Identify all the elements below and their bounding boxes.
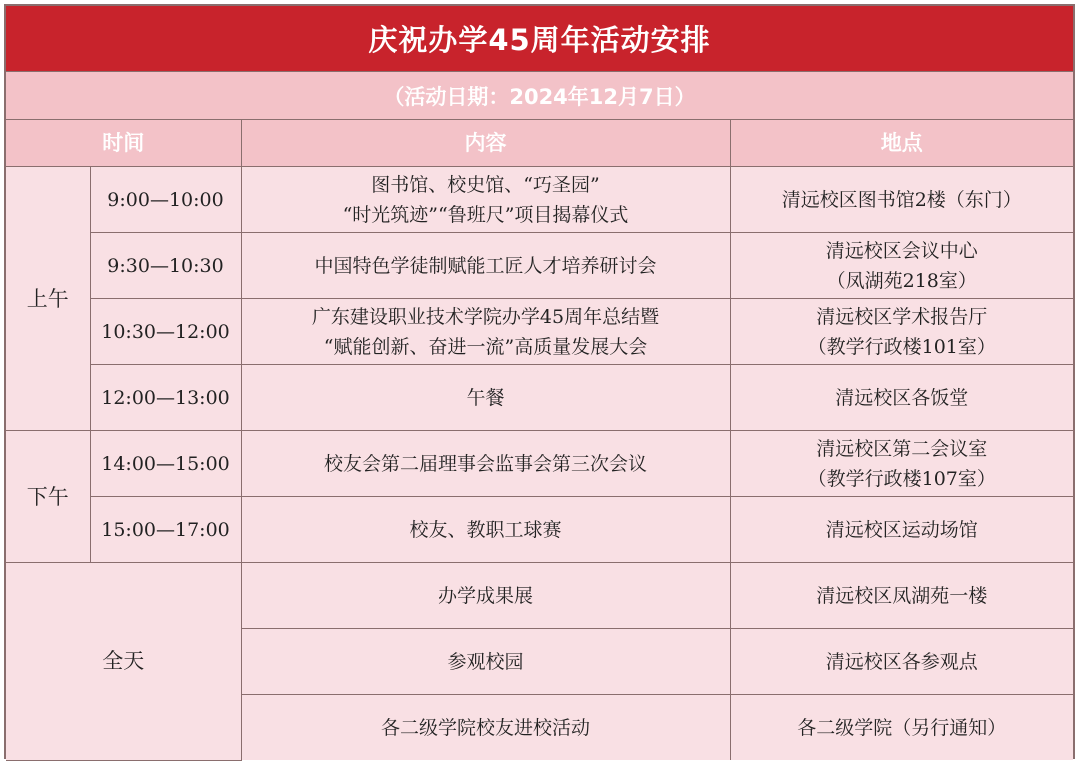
period-afternoon: 下午 — [6, 431, 90, 563]
content-cell — [241, 629, 730, 695]
content-line: 校友会第二届理事会监事会第三次会议 — [323, 452, 647, 475]
location-cell — [730, 563, 1073, 629]
content-cell — [241, 497, 730, 563]
location-cell — [730, 629, 1073, 695]
content-line: “赋能创新、奋进一流”高质量发展大会 — [323, 335, 648, 358]
content-cell — [241, 167, 730, 233]
schedule-sheet — [4, 4, 1075, 759]
content-line: 午餐 — [466, 386, 505, 409]
location-line: 清远校区各饭堂 — [835, 386, 969, 409]
content-line: 广东建设职业技术学院办学45周年总结暨 — [311, 305, 660, 328]
location-line: （教学行政楼107室） — [807, 467, 996, 490]
table-row — [6, 563, 1073, 629]
location-line: 清远校区第二会议室 — [816, 437, 988, 460]
time-cell: 10:30—12:00 — [90, 299, 241, 365]
location-line: 清远校区会议中心 — [825, 239, 978, 262]
content-cell — [241, 563, 730, 629]
content-line: 办学成果展 — [437, 584, 533, 607]
location-line: 清远校区图书馆2楼（东门） — [781, 188, 1022, 211]
event-date: （活动日期：2024年12月7日） — [6, 72, 1073, 120]
location-line: 清远校区各参观点 — [825, 650, 978, 673]
location-cell — [730, 365, 1073, 431]
content-line: 参观校园 — [447, 650, 524, 673]
location-cell — [730, 431, 1073, 497]
table-row — [6, 365, 1073, 431]
content-cell — [241, 299, 730, 365]
table-row — [6, 233, 1073, 299]
time-cell: 12:00—13:00 — [90, 365, 241, 431]
content-cell — [241, 431, 730, 497]
time-cell: 9:00—10:00 — [90, 167, 241, 233]
location-line: 清远校区运动场馆 — [825, 518, 978, 541]
table-row — [6, 167, 1073, 233]
header-time: 时间 — [6, 120, 241, 167]
table-row — [6, 299, 1073, 365]
location-cell — [730, 233, 1073, 299]
header-location: 地点 — [730, 120, 1073, 167]
location-line: 清远校区学术报告厅 — [816, 305, 988, 328]
time-cell: 14:00—15:00 — [90, 431, 241, 497]
table-header-row — [6, 120, 1073, 167]
location-line: 各二级学院（另行通知） — [797, 716, 1007, 739]
schedule-title: 庆祝办学45周年活动安排 — [6, 6, 1073, 72]
content-cell — [241, 695, 730, 761]
period-allday: 全天 — [6, 563, 241, 761]
content-line: 中国特色学徒制赋能工匠人才培养研讨会 — [314, 254, 657, 277]
location-cell — [730, 167, 1073, 233]
schedule-table — [6, 120, 1073, 761]
time-cell: 15:00—17:00 — [90, 497, 241, 563]
content-cell — [241, 233, 730, 299]
location-cell — [730, 497, 1073, 563]
location-line: 清远校区凤湖苑一楼 — [816, 584, 988, 607]
content-line: 图书馆、校史馆、“巧圣园” — [371, 173, 600, 196]
location-cell — [730, 299, 1073, 365]
content-line: 各二级学院校友进校活动 — [380, 716, 590, 739]
time-cell: 9:30—10:30 — [90, 233, 241, 299]
table-row — [6, 431, 1073, 497]
content-line: 校友、教职工球赛 — [409, 518, 562, 541]
table-row — [6, 497, 1073, 563]
location-line: （教学行政楼101室） — [807, 335, 996, 358]
location-cell — [730, 695, 1073, 761]
header-content: 内容 — [241, 120, 730, 167]
location-line: （凤湖苑218室） — [826, 269, 977, 292]
content-cell — [241, 365, 730, 431]
period-morning: 上午 — [6, 167, 90, 431]
content-line: “时光筑迹”“鲁班尺”项目揭幕仪式 — [342, 203, 629, 226]
